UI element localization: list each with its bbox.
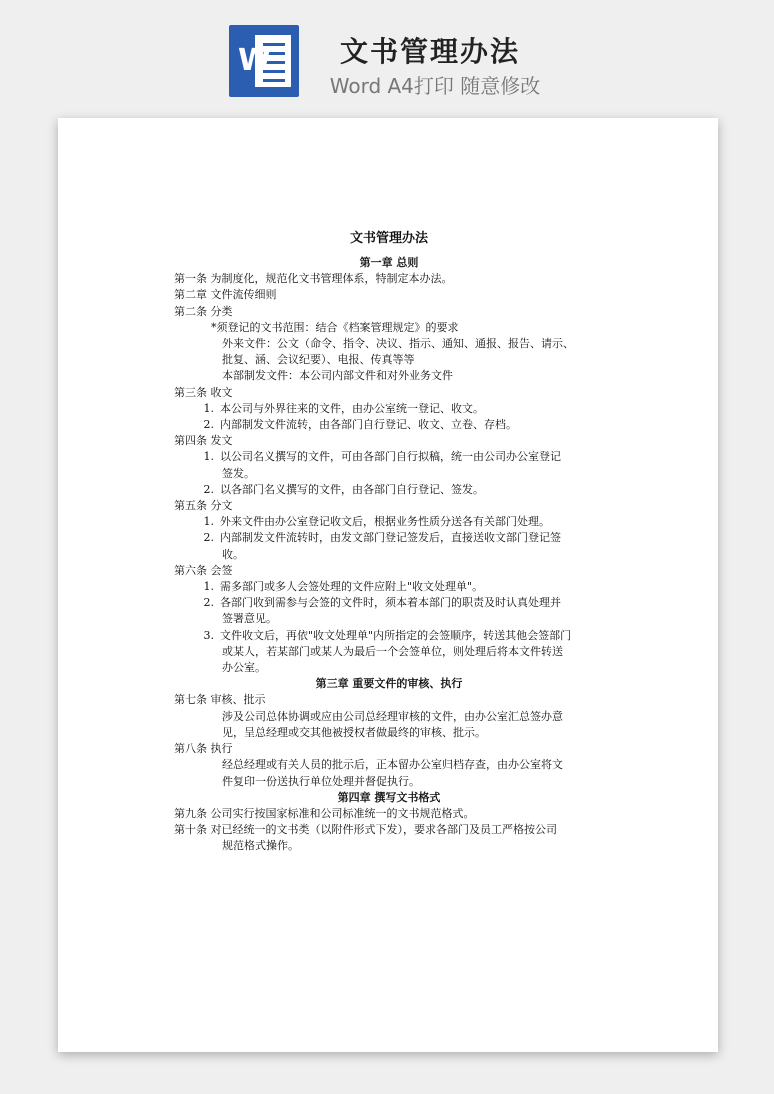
text-line: 规范格式操作。 (222, 839, 299, 853)
list-text: 各部门收到需参与会签的文件时，须本着本部门的职责及时认真处理并 (220, 596, 561, 610)
article-line: 第二条 分类 (174, 304, 233, 318)
list-text: 内部制发文件流转时，由发文部门登记签发后，直接送收文部门登记签 (220, 531, 561, 545)
list-item (174, 514, 604, 530)
list-item (174, 401, 604, 417)
article-line: 第十条 对已经统一的文书类（以附件形式下发），要求各部门及员工严格按公司 (174, 823, 557, 837)
list-number: 1. (203, 450, 214, 464)
list-text: 以公司名义撰写的文件，可由各部门自行拟稿，统一由公司办公室登记 (220, 450, 561, 464)
chapter-heading: 第一章 总则 (359, 256, 419, 269)
chapter-heading: 第四章 撰写文书格式 (337, 790, 441, 804)
article-line: 第一条 为制度化，规范化文书管理体系，特制定本办法。 (174, 272, 453, 286)
document-page (58, 118, 718, 1052)
article-line: 第二章 文件流传细则 (174, 288, 277, 302)
list-item (174, 417, 604, 433)
chapter-heading: 第三章 重要文件的审核、执行 (315, 677, 463, 691)
list-text: 内部制发文件流转，由各部门自行登记、收文、立卷、存档。 (220, 418, 517, 432)
article-line: 第八条 执行 (174, 742, 233, 756)
list-continuation: 签署意见。 (222, 612, 277, 626)
text-line: 涉及公司总体协调或应由公司总经理审核的文件，由办公室汇总签办意 (222, 709, 563, 723)
article-line: 第三条 收文 (174, 385, 233, 399)
list-text: 外来文件由办公室登记收文后，根据业务性质分送各有关部门处理。 (220, 515, 550, 529)
word-icon (229, 25, 299, 97)
text-line: 批复、涵、会议纪要）、电报、传真等等 (222, 353, 415, 367)
word-icon-letter: W (238, 43, 272, 78)
list-item (174, 449, 604, 465)
list-text: 本公司与外界往来的文件，由办公室统一登记、收文。 (220, 401, 484, 415)
text-line: *须登记的文书范围：结合《档案管理规定》的要求 (211, 320, 459, 334)
list-number: 2. (203, 596, 214, 610)
list-number: 1. (203, 515, 214, 529)
list-number: 3. (203, 628, 214, 642)
document-title: 文书管理办法 (349, 231, 428, 246)
list-continuation: 或某人，若某部门或某人为最后一个会签单位，则处理后将本文件转送 (222, 644, 563, 658)
list-item (174, 595, 604, 611)
list-number: 2. (203, 482, 214, 496)
list-number: 1. (203, 580, 214, 594)
list-item (174, 628, 604, 644)
list-continuation: 收。 (222, 547, 244, 561)
list-number: 2. (203, 531, 214, 545)
list-continuation: 签发。 (222, 466, 255, 480)
text-line: 本部制发文件：本公司内部文件和对外业务文件 (222, 369, 453, 383)
list-number: 1. (203, 401, 214, 415)
text-line: 件复印一份送执行单位处理并督促执行。 (222, 774, 420, 788)
list-text: 需多部门或多人会签处理的文件应附上"收文处理单"。 (220, 580, 484, 594)
text-line: 见，呈总经理或交其他被授权者做最终的审核、批示。 (222, 725, 486, 739)
article-line: 第五条 分文 (174, 499, 233, 513)
article-line: 第六条 会签 (174, 563, 233, 577)
list-continuation: 办公室。 (222, 661, 266, 675)
text-line: 经总经理或有关人员的批示后，正本留办公室归档存查，由办公室将文 (222, 758, 563, 772)
list-item (174, 530, 604, 546)
list-text: 文件收文后，再依"收文处理单"内所指定的会签顺序，转送其他会签部门 (220, 628, 572, 642)
page-header (0, 0, 774, 110)
article-line: 第七条 审核、批示 (174, 693, 266, 707)
article-line: 第四条 发文 (174, 434, 233, 448)
article-line: 第九条 公司实行按国家标准和公司标准统一的文书规范格式。 (174, 806, 475, 820)
list-text: 以各部门名义撰写的文件，由各部门自行登记、签发。 (220, 482, 484, 496)
list-item (174, 482, 604, 498)
list-number: 2. (203, 418, 214, 432)
header-title: 文书管理办法 (339, 35, 520, 68)
text-line: 外来文件：公文（命令、指令、决议、指示、通知、通报、报告、请示、 (222, 337, 574, 351)
document-body (174, 118, 604, 855)
header-subtitle: Word A4打印 随意修改 (329, 74, 541, 98)
list-item (174, 579, 604, 595)
